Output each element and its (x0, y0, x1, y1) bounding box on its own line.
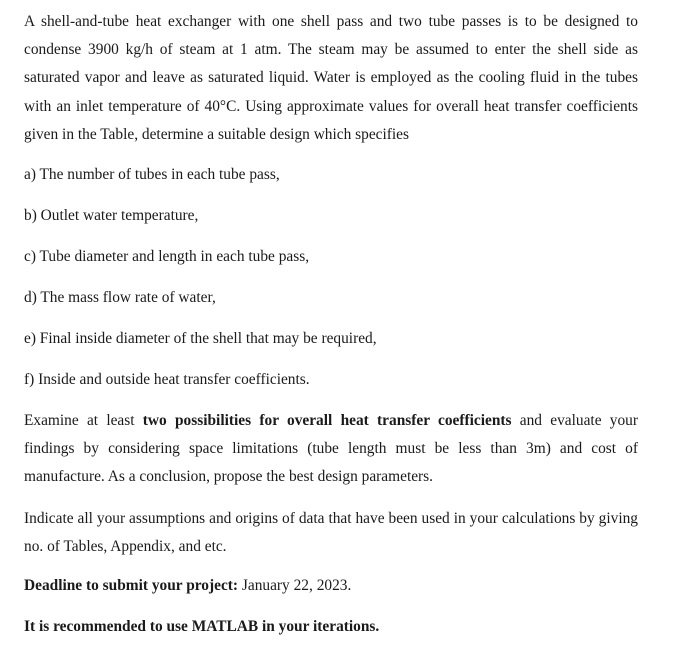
problem-statement: A shell-and-tube heat exchanger with one shell pass and two tube passes is to be designed to condense 3900 kg/h of steam at 1 atm. The steam may be assumed to enter the shell side as saturated vapor and leave as saturated liquid. Water is employed as the cooling fluid in the tubes with an inlet temperature of 40°C. Using approximate values for overall heat transfer coefficients given in the Table, determine a suitable design which specifies (24, 13, 638, 143)
examine-text-start: Examine at least (24, 412, 143, 430)
deadline-line (24, 572, 638, 600)
list-item-e: e) Final inside diameter of the shell that may be required, (24, 330, 377, 348)
recommendation-text: It is recommended to use MATLAB in your iterations. (24, 618, 380, 636)
list-item-a: a) The number of tubes in each tube pass, (24, 166, 280, 184)
examine-text-end: and evaluate your findings by considering space limitations (tube length must be less than 3m) and cost of manufacture. As a conclusion, propose the best design parameters. (24, 412, 638, 486)
list-item-f: f) Inside and outside heat transfer coefficients. (24, 371, 310, 389)
list-item-d: d) The mass flow rate of water, (24, 289, 216, 307)
matlab-recommendation (24, 613, 638, 641)
deadline-date: January 22, 2023. (238, 577, 352, 595)
examine-bold-text: two possibilities for overall heat transfer coefficients (142, 412, 512, 430)
examine-paragraph (24, 407, 638, 492)
document-page (24, 8, 638, 641)
deadline-label: Deadline to submit your project: (24, 577, 239, 595)
assumptions-paragraph: Indicate all your assumptions and origins of data that have been used in your calculations by giving no. of Tables, Appendix, and etc. (24, 509, 638, 555)
list-item-b: b) Outlet water temperature, (24, 207, 199, 225)
list-item-c: c) Tube diameter and length in each tube pass, (24, 248, 310, 266)
